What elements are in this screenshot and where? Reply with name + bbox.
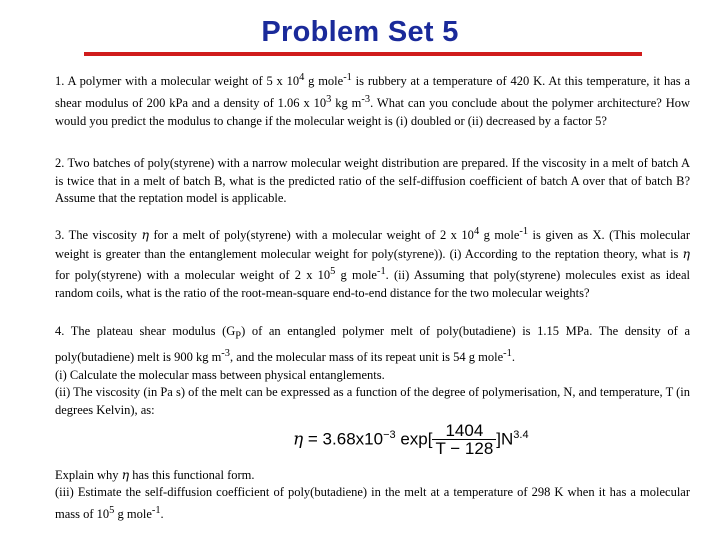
viscosity-formula-line [55, 420, 690, 466]
problem-4 [55, 323, 690, 524]
title-underline [84, 52, 642, 56]
viscosity-formula: $\eta = 3.68x10^{-3}$ exp[ $\frac{1404}{T - 128}$ ]$N^{3.4}$ [293, 420, 529, 459]
problem-2 [55, 155, 690, 208]
problem-4-item-ii: (ii) The viscosity (in Pa s) of the melt can be expressed as a function of the degree of polymerisation, N, and temperature, T (in degrees Kelvin), as: [55, 385, 690, 418]
eta-symbol: η [121, 466, 130, 482]
problem-3 [55, 223, 690, 303]
eta-symbol: η [141, 227, 149, 243]
problem-4-item-i: (i) Calculate the molecular mass between physical entanglements. [55, 367, 385, 382]
formula-fraction: $\frac{1404}{T - 128}$ [432, 422, 496, 458]
page-title: Problem Set 5 [261, 16, 459, 48]
problem-1-text: 1. A polymer with a molecular weight of 5 x $10^4$ g mole$^{-1}$ is rubbery at a temperature of 420 K. At this temperature, it has a shear modulus of 200 kPa and a density of 1.06 x $10^3$ kg $m^{-3}$. What can you conclude about the polymer architecture? How would you predict the modulus to change if the molecular weight is (i) doubled or (ii) decreased by a factor 5? [55, 72, 691, 128]
problem-4-item-iii: (iii) Estimate the self-diffusion coefficient of poly(butadiene) in the melt at a temperature of 298 K when it has a molecular mass of $10^5$ g mole$^{-1}$. [55, 485, 690, 521]
problem-4-explain: Explain why η has this functional form. [55, 466, 255, 482]
problem-2-text: 2. Two batches of poly(styrene) with a narrow molecular weight distribution are prepared. If the viscosity in a melt of batch A is twice that in a melt of batch B, what is the predicted ratio of the self-diffusion coefficient of batch A over that of batch B? Assume that the reptation model is applicable. [55, 156, 690, 206]
problem-1 [55, 69, 690, 130]
eta-symbol: η [682, 245, 690, 261]
problem-4-intro: 4. The plateau shear modulus $(G_P)$ of an entangled polymer melt of poly(butadiene) is 1.15 MPa. The density of a poly(butadiene) melt is 900 kg $m^{-3}$, and the molecular mass of its repeat unit is 54 g mole$^{-1}$. [55, 324, 690, 365]
problem-3-text: 3. The viscosity η for a melt of poly(styrene) with a molecular weight of 2 x $10^4$ g mole$^{-1}$ is given as X. (This molecular weight is greater than the entanglement molecular weight for poly(styrene)). (i) According to the reptation theory, what is η for poly(styrene) with a molecular weight of 2 x $10^5$ g mole$^{-1}$. (ii) Assuming that poly(styrene) molecules exist as ideal random coils, what is the ratio of the root-mean-square end-to-end distance for the two molecular weights? [55, 226, 691, 301]
